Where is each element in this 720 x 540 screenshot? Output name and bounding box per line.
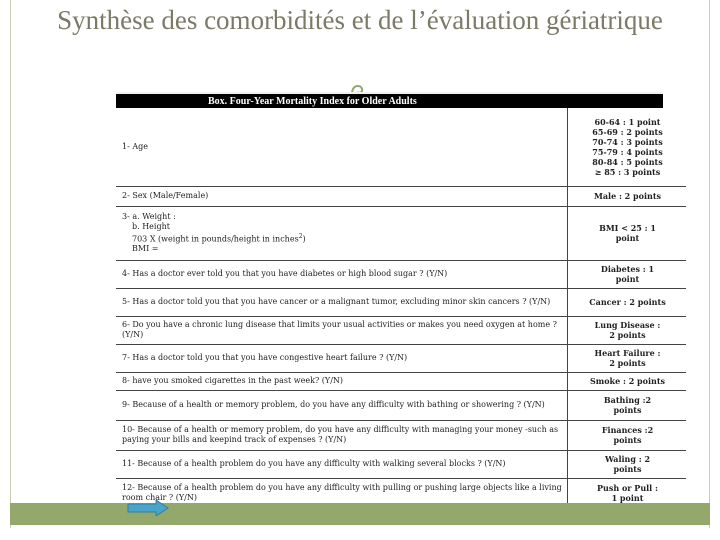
points-line: 2 points [609, 358, 646, 368]
points-cell [568, 206, 687, 260]
question-cell: 7- Has a doctor told you that you have congestive heart failure ? (Y/N) [116, 344, 568, 372]
points-cell [568, 390, 687, 420]
points-line: point [615, 274, 640, 284]
question-cell: 5- Has a doctor told you that you have cancer or a malignant tumor, excluding minor skin cancers ? (Y/N) [116, 288, 568, 316]
points-cell [568, 420, 687, 450]
table-row [116, 450, 686, 478]
table-row [116, 206, 686, 260]
question-cell: 11- Because of a health problem do you have any difficulty with walking several blocks ? (Y/N) [116, 450, 568, 478]
right-arrow-icon[interactable] [126, 500, 170, 516]
points-line: points [613, 435, 642, 445]
points-line: 75-79 : 4 points [592, 146, 663, 157]
page-title: Synthèse des comorbidités et de l’évaluation gériatrique [57, 5, 663, 35]
question-cell: 12- Because of a health problem do you have any difficulty with pulling or pushing large objects like a living room chair ? (Y/N) [116, 478, 568, 508]
mortality-index-table [116, 108, 686, 509]
question-line: 703 X (weight in pounds/height in inches [132, 234, 299, 244]
points-line: 65-69 : 2 points [592, 126, 663, 137]
table-row [116, 186, 686, 206]
points-line: Waling : 2 [604, 454, 651, 464]
points-cell [568, 260, 687, 288]
table-row [116, 108, 686, 186]
table-row [116, 344, 686, 372]
points-cell: Smoke : 2 points [568, 372, 687, 390]
question-cell: 2- Sex (Male/Female) [116, 186, 568, 206]
points-cell: Cancer : 2 points [568, 288, 687, 316]
question-cell: 9- Because of a health or memory problem, do you have any difficulty with bathing or showering ? (Y/N) [116, 390, 568, 420]
points-cell [568, 108, 687, 186]
question-cell: 8- have you smoked cigarettes in the past week? (Y/N) [116, 372, 568, 390]
points-line: Heart Failure : [594, 348, 661, 358]
question-line: ) [302, 234, 306, 244]
points-cell [568, 344, 687, 372]
table-row [116, 260, 686, 288]
points-line: Push or Pull : [597, 483, 658, 493]
table-row [116, 420, 686, 450]
table-row [116, 390, 686, 420]
points-cell [568, 450, 687, 478]
question-line: b. Height [132, 221, 170, 231]
points-line: Diabetes : 1 [600, 264, 655, 274]
points-line: 60-64 : 1 point [594, 116, 661, 127]
question-cell: 6- Do you have a chronic lung disease that limits your usual activities or makes you need oxygen at home ? (Y/N) [116, 316, 568, 344]
points-cell: Male : 2 points [568, 186, 687, 206]
question-cell: 1- Age [116, 108, 568, 186]
table-row [116, 372, 686, 390]
question-cell: 10- Because of a health or memory problem, do you have any difficulty with managing your money -such as paying your bills and keepind track of expenses ? (Y/N) [116, 420, 568, 450]
superscript: 2 [298, 232, 303, 240]
table-row [116, 288, 686, 316]
footer-bar [10, 503, 710, 525]
box-header: Box. Four-Year Mortality Index for Older Adults [116, 92, 663, 108]
points-line: 80-84 : 5 points [592, 156, 663, 167]
points-line: ≥ 85 : 3 points [594, 166, 661, 177]
points-line: point [615, 233, 640, 243]
points-cell [568, 316, 687, 344]
points-line: points [613, 464, 642, 474]
points-line: 70-74 : 3 points [592, 136, 663, 147]
points-line: 1 point [611, 493, 644, 503]
points-line: Bathing :2 [603, 395, 652, 405]
points-line: Lung Disease : [594, 320, 661, 330]
question-line: BMI = [132, 244, 159, 254]
question-cell: 4- Has a doctor ever told you that you have diabetes or high blood sugar ? (Y/N) [116, 260, 568, 288]
points-line: BMI < 25 : 1 [599, 223, 656, 233]
points-line: 2 points [609, 330, 646, 340]
points-line: points [613, 405, 642, 415]
question-line: 3- a. Weight : [122, 211, 176, 221]
question-cell [116, 206, 568, 260]
points-line: Finances :2 [601, 425, 654, 435]
table-row [116, 316, 686, 344]
